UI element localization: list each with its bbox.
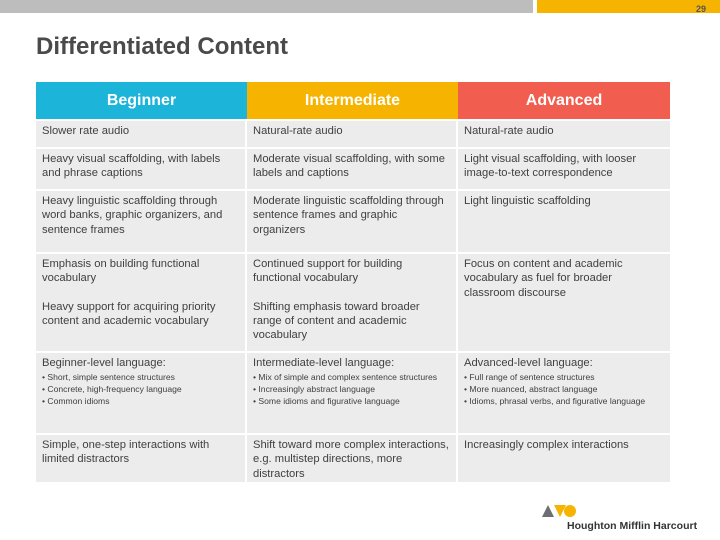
cell-text-secondary: Heavy support for acquiring priority content and academic vocabulary (42, 300, 216, 327)
list-item: • Some idioms and figurative language (253, 395, 450, 407)
cell-linguistic-beginner (36, 189, 247, 252)
cell-audio-beginner (36, 119, 247, 147)
cell-text: Light visual scaffolding, with looser image-to-text correspondence (464, 153, 637, 180)
cell-text: Heavy linguistic scaffolding through word banks, graphic organizers, and sentence frames (42, 195, 223, 236)
differentiated-content-table (36, 82, 670, 482)
cell-language-advanced (458, 351, 670, 433)
cell-text: Natural-rate audio (253, 125, 343, 137)
cell-text: Continued support for building functional vocabulary (253, 258, 403, 285)
list-item: • Idioms, phrasal verbs, and figurative language (464, 395, 664, 407)
publisher-logo (536, 502, 698, 532)
cell-text: Light linguistic scaffolding (464, 195, 591, 207)
cell-spacer (253, 286, 450, 300)
logo-text: Houghton Mifflin Harcourt (567, 520, 698, 532)
cell-text: Moderate visual scaffolding, with some labels and captions (253, 153, 445, 180)
cell-vocabulary-advanced (458, 252, 670, 351)
list-item: • Concrete, high-frequency language (42, 383, 239, 395)
cell-spacer (42, 286, 239, 300)
cell-text: Increasingly complex interactions (464, 439, 629, 451)
cell-text: Focus on content and academic vocabulary as fuel for broader classroom discourse (464, 258, 623, 299)
cell-audio-advanced (458, 119, 670, 147)
list-item: • Increasingly abstract language (253, 383, 450, 395)
cell-linguistic-advanced (458, 189, 670, 252)
list-item: • More nuanced, abstract language (464, 383, 664, 395)
cell-vocabulary-intermediate (247, 252, 458, 351)
bullet-list (42, 371, 239, 407)
cell-text: Shift toward more complex interactions, e.g. multistep directions, more distractors (253, 439, 449, 480)
bullet-list (253, 371, 450, 407)
list-item: • Full range of sentence structures (464, 371, 664, 383)
list-item: • Common idioms (42, 395, 239, 407)
header-intermediate: Intermediate (247, 82, 458, 119)
header-beginner: Beginner (36, 82, 247, 119)
list-item: • Mix of simple and complex sentence structures (253, 371, 450, 383)
cell-audio-intermediate (247, 119, 458, 147)
bullet-list (464, 371, 664, 407)
cell-text: Heavy visual scaffolding, with labels and phrase captions (42, 153, 221, 180)
cell-text-secondary: Shifting emphasis toward broader range of content and academic vocabulary (253, 300, 420, 342)
cell-text: Intermediate-level language: (253, 357, 395, 369)
cell-text: Slower rate audio (42, 125, 130, 137)
cell-interactions-beginner (36, 433, 247, 482)
page-number: 29 (695, 4, 706, 14)
cell-text: Natural-rate audio (464, 125, 554, 137)
cell-text: Beginner-level language: (42, 357, 166, 369)
cell-text: Advanced-level language: (464, 357, 593, 369)
cell-interactions-intermediate (247, 433, 458, 482)
cell-language-intermediate (247, 351, 458, 433)
cell-linguistic-intermediate (247, 189, 458, 252)
header-advanced: Advanced (458, 82, 670, 119)
cell-visual-beginner (36, 147, 247, 189)
cell-interactions-advanced (458, 433, 670, 482)
cell-visual-intermediate (247, 147, 458, 189)
cell-visual-advanced (458, 147, 670, 189)
list-item: • Short, simple sentence structures (42, 371, 239, 383)
cell-language-beginner (36, 351, 247, 433)
cell-text: Moderate linguistic scaffolding through sentence frames and graphic organizers (253, 195, 444, 236)
hmh-logo-icon (540, 502, 576, 518)
cell-vocabulary-beginner (36, 252, 247, 351)
top-bar-yellow (537, 0, 720, 13)
top-bar-gray (0, 0, 533, 13)
cell-text: Emphasis on building functional vocabulary (42, 258, 200, 285)
page-title: Differentiated Content (36, 33, 288, 60)
cell-text: Simple, one-step interactions with limited distractors (42, 439, 210, 466)
